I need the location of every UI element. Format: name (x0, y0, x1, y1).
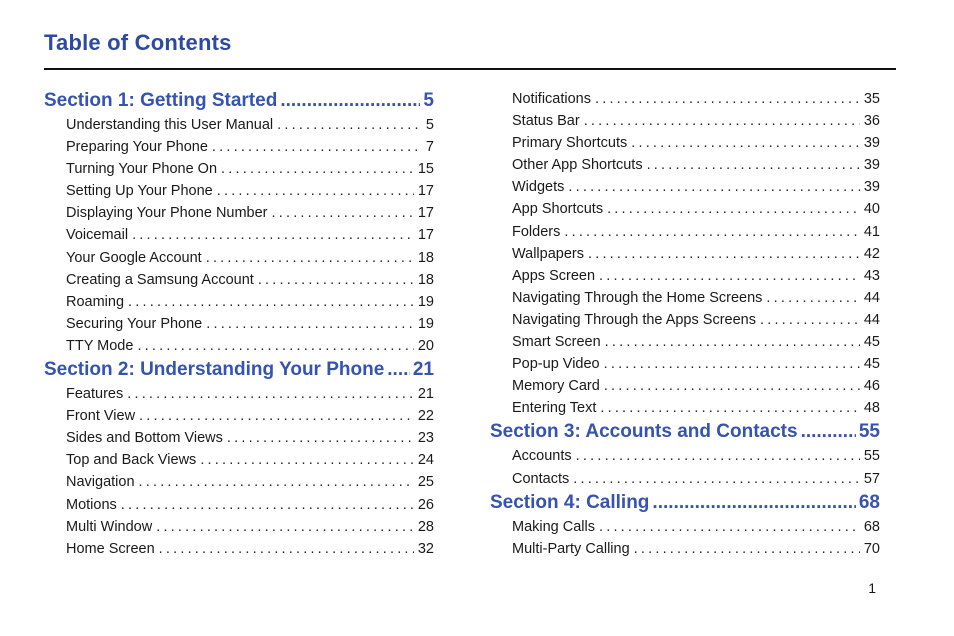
page-ref: 44 (863, 311, 880, 328)
toc-entry[interactable] (44, 383, 434, 405)
entry-title: Creating a Samsung Account (66, 271, 254, 288)
entry-title: Making Calls (512, 518, 595, 535)
entry-title: Setting Up Your Phone (66, 183, 213, 200)
page-ref: 39 (863, 179, 880, 196)
entry-title: Accounts (512, 448, 572, 465)
entry-title: Contacts (512, 470, 570, 487)
toc-section-heading[interactable] (490, 419, 880, 445)
page-ref: 39 (863, 135, 880, 152)
dot-leader (766, 287, 859, 309)
dot-leader (156, 516, 414, 538)
dot-leader (139, 405, 414, 427)
entry-title: Widgets (512, 179, 565, 196)
title-divider (44, 68, 896, 70)
page-ref: 42 (863, 245, 880, 262)
page-ref: 21 (417, 386, 434, 403)
entry-title: Folders (512, 223, 561, 240)
entry-title: Turning Your Phone On (66, 161, 218, 178)
entry-title: Understanding this User Manual (66, 117, 274, 133)
dot-leader (217, 180, 414, 202)
page-ref: 44 (863, 289, 880, 306)
section-title: Section 2: Understanding Your Phone (44, 359, 385, 381)
toc-entry[interactable] (490, 331, 880, 353)
page-ref: 45 (863, 356, 880, 373)
dot-leader (127, 383, 414, 405)
toc-entry[interactable] (44, 136, 434, 158)
dot-leader (387, 357, 410, 383)
entry-title: Pop-up Video (512, 356, 600, 373)
toc-entry[interactable] (44, 202, 434, 224)
page-ref: 55 (863, 448, 880, 465)
dot-leader (605, 331, 860, 353)
dot-leader (212, 136, 422, 158)
toc-entry[interactable] (44, 538, 434, 560)
toc-entry[interactable] (490, 309, 880, 331)
page-ref: 68 (858, 491, 880, 513)
page-ref: 19 (417, 293, 434, 310)
toc-entry[interactable] (44, 158, 434, 180)
page-ref: 41 (863, 223, 880, 240)
entry-title: Notifications (512, 91, 591, 107)
toc-entry[interactable] (44, 247, 434, 269)
entry-title: Other App Shortcuts (512, 157, 643, 174)
entry-title: Entering Text (512, 400, 597, 417)
page-ref: 25 (417, 474, 434, 491)
page-ref: 32 (417, 540, 434, 557)
entry-title: Preparing Your Phone (66, 139, 208, 156)
entry-title: Apps Screen (512, 267, 596, 284)
toc-entry[interactable] (490, 375, 880, 397)
entry-title: Primary Shortcuts (512, 135, 628, 152)
dot-leader (132, 224, 414, 246)
toc-entry[interactable] (490, 353, 880, 375)
entry-title: Navigation (66, 474, 135, 491)
dot-leader (280, 88, 420, 114)
entry-title: Features (66, 386, 124, 403)
dot-leader (128, 291, 414, 313)
toc-entry[interactable] (44, 269, 434, 291)
page-ref: 7 (425, 139, 434, 156)
section-title: Section 4: Calling (490, 491, 650, 513)
dot-leader (604, 353, 860, 375)
page-ref: 40 (863, 201, 880, 218)
toc-entry[interactable] (44, 224, 434, 246)
entry-title: Multi-Party Calling (512, 540, 630, 557)
toc-entry[interactable] (490, 287, 880, 309)
toc-entry[interactable] (44, 427, 434, 449)
dot-leader (200, 449, 414, 471)
entry-title: Navigating Through the Home Screens (512, 289, 763, 306)
dot-leader (588, 243, 860, 265)
page-ref: 18 (417, 249, 434, 266)
entry-title: Voicemail (66, 227, 129, 244)
toc-section-heading[interactable] (44, 88, 434, 114)
page-ref: 35 (863, 91, 880, 107)
page-ref: 18 (417, 271, 434, 288)
page-ref: 55 (858, 421, 880, 443)
page-ref: 43 (863, 267, 880, 284)
toc-entry[interactable] (44, 114, 434, 136)
page-ref: 39 (863, 157, 880, 174)
section-title: Section 1: Getting Started (44, 90, 278, 111)
entry-title: App Shortcuts (512, 201, 604, 218)
page-ref: 5 (423, 90, 434, 111)
dot-leader (137, 335, 413, 357)
dot-leader (564, 221, 860, 243)
entry-title: Multi Window (66, 518, 153, 535)
entry-title: TTY Mode (66, 337, 134, 354)
dot-leader (607, 198, 860, 220)
dot-leader (600, 397, 859, 419)
toc-entry[interactable] (490, 516, 880, 538)
entry-title: Your Google Account (66, 249, 202, 266)
dot-leader (573, 468, 860, 490)
dot-leader (595, 88, 860, 110)
dot-leader (576, 445, 860, 467)
toc-section-heading[interactable] (490, 490, 880, 516)
toc-entry[interactable] (44, 405, 434, 427)
toc-entry[interactable] (44, 494, 434, 516)
toc-entry[interactable] (490, 445, 880, 467)
toc-entry[interactable] (44, 291, 434, 313)
toc-entry[interactable] (44, 180, 434, 202)
entry-title: Home Screen (66, 540, 155, 557)
page-ref: 48 (863, 400, 880, 417)
page-ref: 17 (417, 205, 434, 222)
dot-leader (206, 247, 414, 269)
toc-section-heading[interactable] (44, 357, 434, 383)
entry-title: Sides and Bottom Views (66, 430, 223, 447)
toc-entry[interactable] (490, 110, 880, 132)
dot-leader (801, 419, 856, 445)
page-ref: 45 (863, 334, 880, 351)
dot-leader (277, 114, 422, 136)
toc-entry[interactable] (490, 132, 880, 154)
dot-leader (604, 375, 860, 397)
page-ref: 17 (417, 183, 434, 200)
page-ref: 57 (863, 470, 880, 487)
toc-entry[interactable] (490, 397, 880, 419)
toc-right-column (490, 88, 880, 560)
toc-entry[interactable] (44, 516, 434, 538)
toc-entry[interactable] (490, 221, 880, 243)
dot-leader (258, 269, 414, 291)
dot-leader (634, 538, 860, 560)
toc-entry[interactable] (490, 154, 880, 176)
entry-title: Top and Back Views (66, 452, 197, 469)
page-ref: 68 (863, 518, 880, 535)
page-ref: 17 (417, 227, 434, 244)
dot-leader (221, 158, 414, 180)
page-ref: 21 (412, 359, 434, 381)
page-ref: 23 (417, 430, 434, 447)
entry-title: Memory Card (512, 378, 600, 395)
entry-title: Motions (66, 496, 117, 513)
toc-entry[interactable] (490, 538, 880, 560)
page-ref: 22 (417, 408, 434, 425)
toc-entry[interactable] (490, 88, 880, 110)
page-ref: 26 (417, 496, 434, 513)
dot-leader (760, 309, 860, 331)
dot-leader (647, 154, 860, 176)
dot-leader (568, 176, 859, 198)
entry-title: Roaming (66, 293, 125, 310)
page-ref: 15 (417, 161, 434, 178)
page-ref: 36 (863, 113, 880, 130)
dot-leader (139, 471, 414, 493)
entry-title: Securing Your Phone (66, 315, 203, 332)
entry-title: Smart Screen (512, 334, 601, 351)
dot-leader (227, 427, 414, 449)
page-ref: 5 (425, 117, 434, 133)
toc-entry[interactable] (490, 468, 880, 490)
page-ref: 24 (417, 452, 434, 469)
dot-leader (599, 265, 860, 287)
toc-entry[interactable] (44, 313, 434, 335)
entry-title: Front View (66, 408, 136, 425)
page-ref: 20 (417, 337, 434, 354)
page-ref: 19 (417, 315, 434, 332)
dot-leader (631, 132, 860, 154)
entry-title: Displaying Your Phone Number (66, 205, 268, 222)
dot-leader (599, 516, 860, 538)
page-ref: 70 (863, 540, 880, 557)
page-title: Table of Contents (44, 30, 232, 55)
dot-leader (206, 313, 414, 335)
page-ref: 46 (863, 378, 880, 395)
toc-entry[interactable] (490, 176, 880, 198)
dot-leader (652, 490, 855, 516)
page-ref: 28 (417, 518, 434, 535)
dot-leader (272, 202, 414, 224)
toc-entry[interactable] (490, 265, 880, 287)
toc-left-column (44, 88, 434, 560)
toc-entry[interactable] (44, 471, 434, 493)
dot-leader (584, 110, 860, 132)
page-number: 1 (868, 580, 876, 596)
toc-entry[interactable] (490, 198, 880, 220)
toc-entry[interactable] (44, 335, 434, 357)
toc-entry[interactable] (44, 449, 434, 471)
dot-leader (159, 538, 414, 560)
section-title: Section 3: Accounts and Contacts (490, 421, 798, 443)
entry-title: Wallpapers (512, 245, 584, 262)
entry-title: Navigating Through the Apps Screens (512, 311, 756, 328)
toc-entry[interactable] (490, 243, 880, 265)
dot-leader (121, 494, 414, 516)
entry-title: Status Bar (512, 113, 580, 130)
